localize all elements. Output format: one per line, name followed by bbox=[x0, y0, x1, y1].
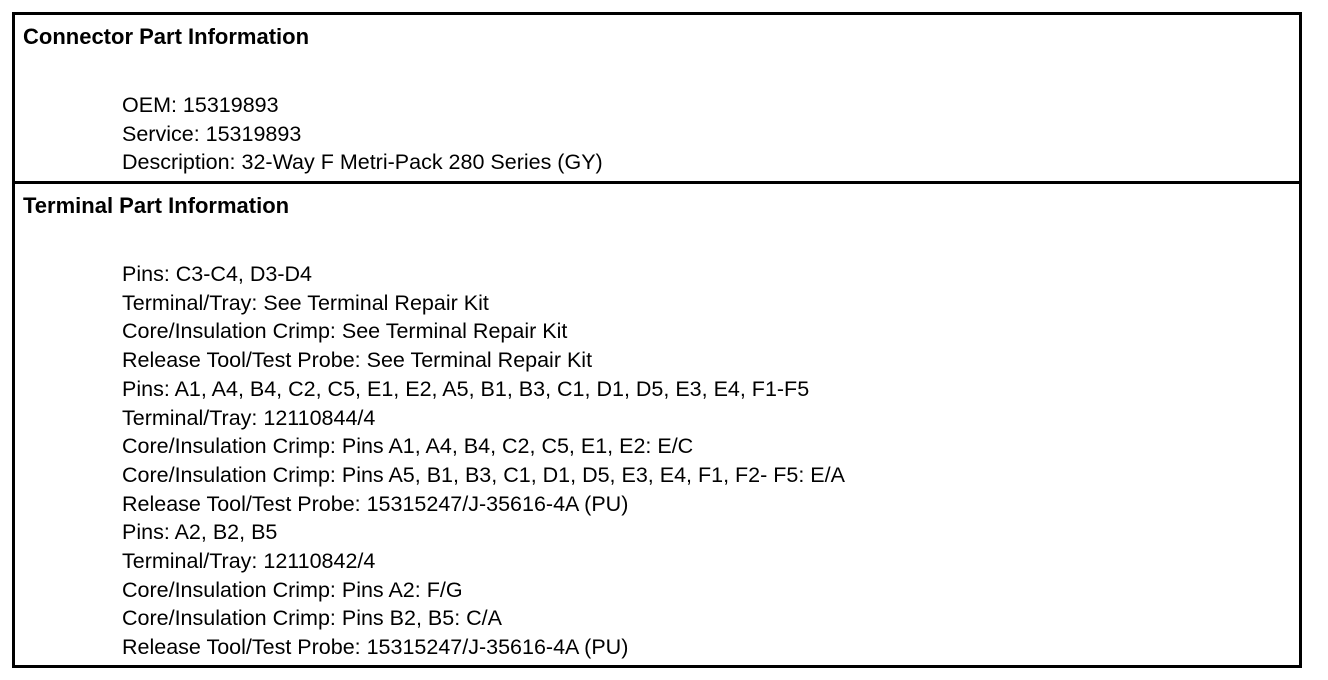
service-line: Service: 15319893 bbox=[122, 121, 302, 146]
pins-line: Pins: C3-C4, D3-D4 bbox=[122, 262, 312, 286]
release-tool-line: Release Tool/Test Probe: 15315247/J-35616-4A (PU) bbox=[122, 491, 629, 516]
release-tool-line: Release Tool/Test Probe: 15315247/J-35616-4A (PU) bbox=[122, 635, 629, 660]
terminal-part-information-section bbox=[15, 184, 1299, 665]
connector-details-list bbox=[122, 91, 603, 177]
core-insulation-crimp-line: Core/Insulation Crimp: Pins A5, B1, B3, C1, D1, D5, E3, E4, F1, F2- F5: E/A bbox=[122, 462, 845, 487]
terminal-tray-line: Terminal/Tray: 12110842/4 bbox=[122, 549, 376, 574]
oem-line: OEM: 15319893 bbox=[122, 93, 279, 117]
core-insulation-crimp-line: Core/Insulation Crimp: Pins A2: F/G bbox=[122, 577, 463, 602]
description-line: Description: 32-Way F Metri-Pack 280 Series (GY) bbox=[122, 150, 603, 175]
connector-section-heading: Connector Part Information bbox=[23, 24, 310, 49]
terminal-tray-line: Terminal/Tray: See Terminal Repair Kit bbox=[122, 290, 489, 315]
terminal-tray-line: Terminal/Tray: 12110844/4 bbox=[122, 405, 376, 430]
core-insulation-crimp-line: Core/Insulation Crimp: See Terminal Repair Kit bbox=[122, 319, 568, 344]
part-information-table bbox=[12, 12, 1302, 668]
core-insulation-crimp-line: Core/Insulation Crimp: Pins A1, A4, B4, C2, C5, E1, E2: E/C bbox=[122, 434, 694, 459]
core-insulation-crimp-line: Core/Insulation Crimp: Pins B2, B5: C/A bbox=[122, 606, 502, 631]
terminal-details-list bbox=[122, 260, 845, 662]
connector-part-information-section bbox=[15, 15, 1299, 184]
release-tool-line: Release Tool/Test Probe: See Terminal Repair Kit bbox=[122, 348, 593, 373]
pins-line: Pins: A2, B2, B5 bbox=[122, 520, 278, 545]
terminal-section-heading: Terminal Part Information bbox=[23, 193, 290, 218]
pins-line: Pins: A1, A4, B4, C2, C5, E1, E2, A5, B1, B3, C1, D1, D5, E3, E4, F1-F5 bbox=[122, 376, 810, 401]
